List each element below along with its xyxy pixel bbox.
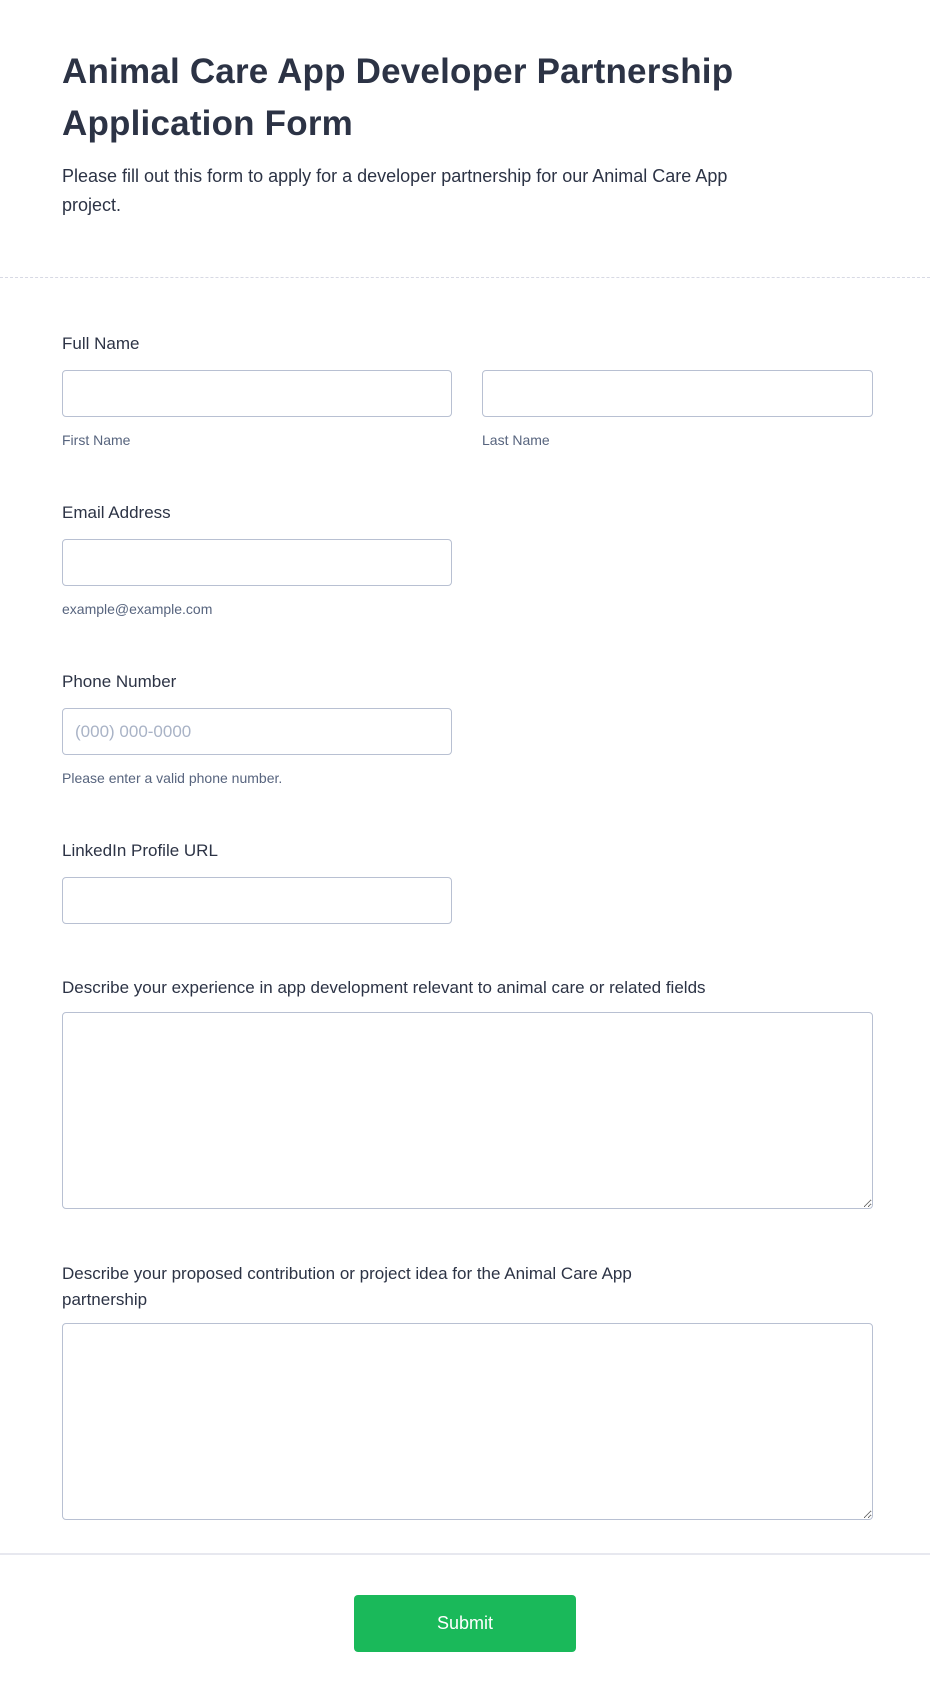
linkedin-label: LinkedIn Profile URL — [62, 841, 218, 860]
contribution-textarea[interactable] — [62, 1323, 873, 1520]
full-name-row — [62, 370, 873, 449]
phone-label: Phone Number — [62, 672, 177, 691]
phone-sublabel: Please enter a valid phone number. — [62, 770, 283, 786]
submit-button[interactable]: Submit — [354, 1595, 576, 1652]
experience-textarea[interactable] — [62, 1012, 873, 1209]
first-name-sublabel: First Name — [62, 432, 131, 448]
contribution-label — [62, 1261, 702, 1313]
form-subtitle — [62, 162, 870, 220]
field-experience — [62, 976, 873, 1209]
linkedin-input[interactable] — [62, 877, 452, 924]
field-email — [62, 501, 873, 618]
header-divider — [0, 277, 930, 278]
field-phone — [62, 670, 873, 787]
field-contribution — [62, 1261, 873, 1520]
form-subtitle-line1: Please fill out this form to apply for a developer partnership for our Animal Care App — [62, 166, 728, 186]
full-name-label: Full Name — [62, 334, 140, 353]
form-subtitle-line2: project. — [62, 195, 122, 215]
first-name-input[interactable] — [62, 370, 452, 417]
phone-input[interactable] — [62, 708, 452, 755]
submit-row — [0, 1555, 930, 1702]
form-body — [0, 332, 930, 1520]
contribution-label-line2: partnership — [62, 1290, 148, 1309]
last-name-sublabel: Last Name — [482, 432, 550, 448]
field-linkedin — [62, 839, 873, 924]
last-name-input[interactable] — [482, 370, 873, 417]
email-sublabel: example@example.com — [62, 601, 213, 617]
last-name-column — [482, 370, 873, 449]
experience-label: Describe your experience in app development relevant to animal care or related fields — [62, 978, 706, 997]
first-name-column — [62, 370, 452, 449]
field-full-name — [62, 332, 873, 449]
form-header — [0, 0, 930, 277]
email-input[interactable] — [62, 539, 452, 586]
contribution-label-line1: Describe your proposed contribution or project idea for the Animal Care App — [62, 1264, 632, 1283]
email-label: Email Address — [62, 503, 171, 522]
form-title: Animal Care App Developer Partnership Application Form — [62, 52, 734, 143]
